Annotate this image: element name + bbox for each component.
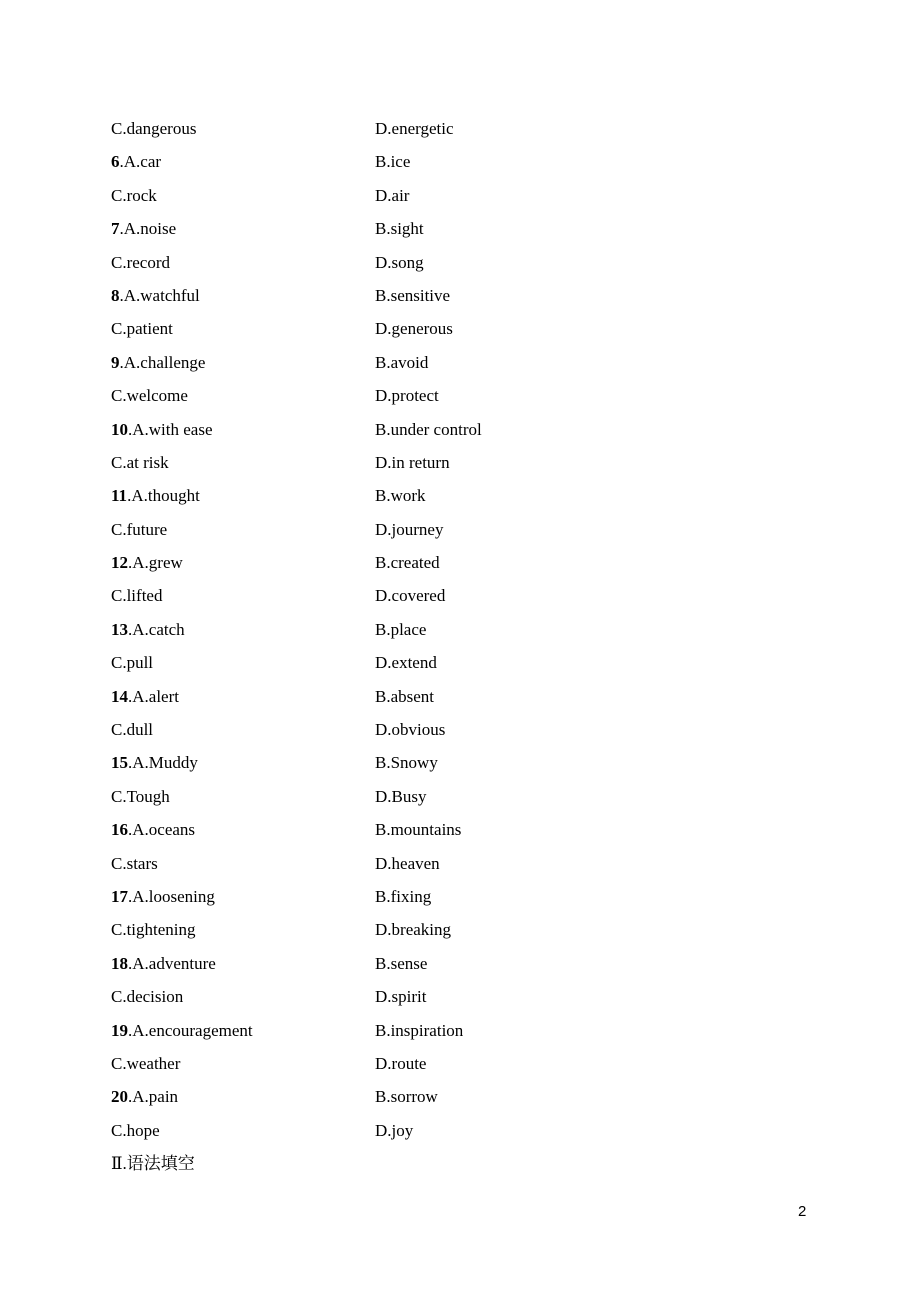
option-row [111, 579, 711, 612]
option-text: C.lifted [111, 586, 163, 606]
option-row [111, 179, 711, 212]
option-row [111, 746, 711, 779]
option-left [111, 613, 185, 646]
option-right: B.inspiration [375, 1020, 464, 1040]
question-number: 15 [111, 753, 128, 773]
option-row [111, 613, 711, 646]
option-right: B.avoid [375, 352, 429, 372]
option-right: B.ice [375, 152, 411, 172]
option-text: .A.grew [128, 553, 183, 573]
option-row [111, 813, 711, 846]
option-left [111, 880, 215, 913]
option-row [111, 212, 711, 245]
option-right: B.under control [375, 419, 482, 439]
option-row [111, 346, 711, 379]
option-left [111, 479, 200, 512]
option-text: C.patient [111, 319, 173, 339]
option-row [111, 479, 711, 512]
question-number: 8 [111, 285, 120, 305]
option-text: .A.pain [128, 1087, 179, 1107]
option-right: B.fixing [375, 886, 432, 906]
option-row [111, 847, 711, 880]
option-row [111, 646, 711, 679]
option-text: C.rock [111, 185, 157, 205]
option-right: D.Busy [375, 786, 427, 806]
question-number: 10 [111, 419, 128, 439]
option-left [111, 413, 213, 446]
option-right: D.generous [375, 319, 453, 339]
option-left [111, 1114, 160, 1147]
question-number: 18 [111, 953, 128, 973]
option-left [111, 1080, 178, 1113]
option-right: B.place [375, 619, 427, 639]
option-left [111, 1014, 253, 1047]
question-number: 6 [111, 152, 120, 172]
option-text: C.stars [111, 853, 158, 873]
option-right: D.spirit [375, 987, 427, 1007]
option-left [111, 780, 170, 813]
option-left [111, 579, 162, 612]
option-text: C.dangerous [111, 119, 197, 138]
option-row [111, 112, 711, 145]
option-text: .A.alert [128, 686, 179, 706]
option-row [111, 780, 711, 813]
option-right: B.work [375, 486, 426, 506]
question-number: 9 [111, 352, 120, 372]
option-text: C.pull [111, 653, 154, 673]
option-text: .A.watchful [119, 285, 200, 305]
page-number: 2 [798, 1203, 807, 1220]
option-left [111, 1047, 180, 1080]
option-left [111, 813, 195, 846]
option-row [111, 1114, 711, 1147]
option-row [111, 947, 711, 980]
option-left [111, 646, 153, 679]
option-text: C.tightening [111, 920, 196, 940]
option-left [111, 346, 205, 379]
option-right: B.Snowy [375, 753, 438, 773]
option-text: C.hope [111, 1120, 160, 1140]
question-number: 17 [111, 886, 128, 906]
option-text: C.record [111, 252, 171, 272]
question-number: 13 [111, 619, 128, 639]
option-text: .A.adventure [128, 953, 216, 973]
option-left [111, 713, 153, 746]
option-text: .A.loosening [128, 886, 215, 906]
option-text: .A.oceans [128, 820, 196, 840]
option-right: B.mountains [375, 820, 462, 840]
option-text: .A.thought [127, 486, 200, 506]
option-text: .A.with ease [128, 419, 213, 439]
option-row [111, 713, 711, 746]
question-number: 12 [111, 553, 128, 573]
option-left [111, 379, 188, 412]
question-number: 20 [111, 1087, 128, 1107]
option-row [111, 1047, 711, 1080]
option-text: .A.Muddy [128, 753, 198, 773]
option-right: D.energetic [375, 119, 454, 138]
option-right: D.song [375, 252, 424, 272]
option-left [111, 746, 198, 779]
option-text: .A.car [119, 152, 162, 172]
option-left [111, 546, 183, 579]
option-left [111, 680, 179, 713]
option-right: D.breaking [375, 920, 452, 940]
option-row [111, 246, 711, 279]
option-row [111, 680, 711, 713]
option-left [111, 513, 167, 546]
option-left [111, 112, 196, 145]
option-right: D.extend [375, 653, 437, 673]
option-text: C.Tough [111, 786, 170, 806]
option-left [111, 246, 170, 279]
question-number: 7 [111, 219, 120, 239]
option-text: C.weather [111, 1053, 181, 1073]
option-right: D.covered [375, 586, 446, 606]
option-left [111, 312, 173, 345]
question-number: 16 [111, 820, 128, 840]
option-right: D.protect [375, 386, 439, 406]
section-heading: Ⅱ.语法填空 [111, 1154, 195, 1173]
option-row [111, 980, 711, 1013]
option-row [111, 513, 711, 546]
option-row [111, 145, 711, 178]
option-text: .A.encouragement [128, 1020, 253, 1040]
option-text: C.welcome [111, 386, 188, 406]
option-right: B.sorrow [375, 1087, 438, 1107]
option-right: D.heaven [375, 853, 440, 873]
option-text: C.decision [111, 987, 184, 1007]
option-left [111, 179, 157, 212]
option-right: B.created [375, 553, 440, 573]
answer-options-list [111, 112, 711, 1147]
option-row [111, 1080, 711, 1113]
option-row [111, 1014, 711, 1047]
option-left [111, 847, 158, 880]
option-right: B.sensitive [375, 285, 451, 305]
option-left [111, 913, 196, 946]
option-right: D.in return [375, 452, 450, 472]
option-right: B.absent [375, 686, 435, 706]
question-number: 14 [111, 686, 128, 706]
option-left [111, 980, 183, 1013]
option-row [111, 279, 711, 312]
question-number: 11 [111, 486, 128, 506]
option-right: B.sight [375, 219, 424, 239]
option-left [111, 947, 216, 980]
option-row [111, 880, 711, 913]
question-number: 19 [111, 1020, 128, 1040]
option-right: D.route [375, 1053, 427, 1073]
option-row [111, 446, 711, 479]
option-text: .A.noise [119, 219, 177, 239]
option-left [111, 212, 176, 245]
option-text: .A.catch [128, 619, 185, 639]
option-text: C.future [111, 519, 168, 539]
option-row [111, 312, 711, 345]
option-row [111, 413, 711, 446]
option-right: D.obvious [375, 720, 446, 740]
option-text: C.at risk [111, 452, 169, 472]
option-right: D.joy [375, 1120, 414, 1140]
option-left [111, 145, 161, 178]
option-text: C.dull [111, 720, 154, 740]
option-row [111, 379, 711, 412]
option-row [111, 913, 711, 946]
option-right: D.journey [375, 519, 444, 539]
option-text: .A.challenge [119, 352, 206, 372]
option-row [111, 546, 711, 579]
option-left [111, 279, 200, 312]
option-right: D.air [375, 185, 410, 205]
option-right: B.sense [375, 953, 428, 973]
option-left [111, 446, 169, 479]
